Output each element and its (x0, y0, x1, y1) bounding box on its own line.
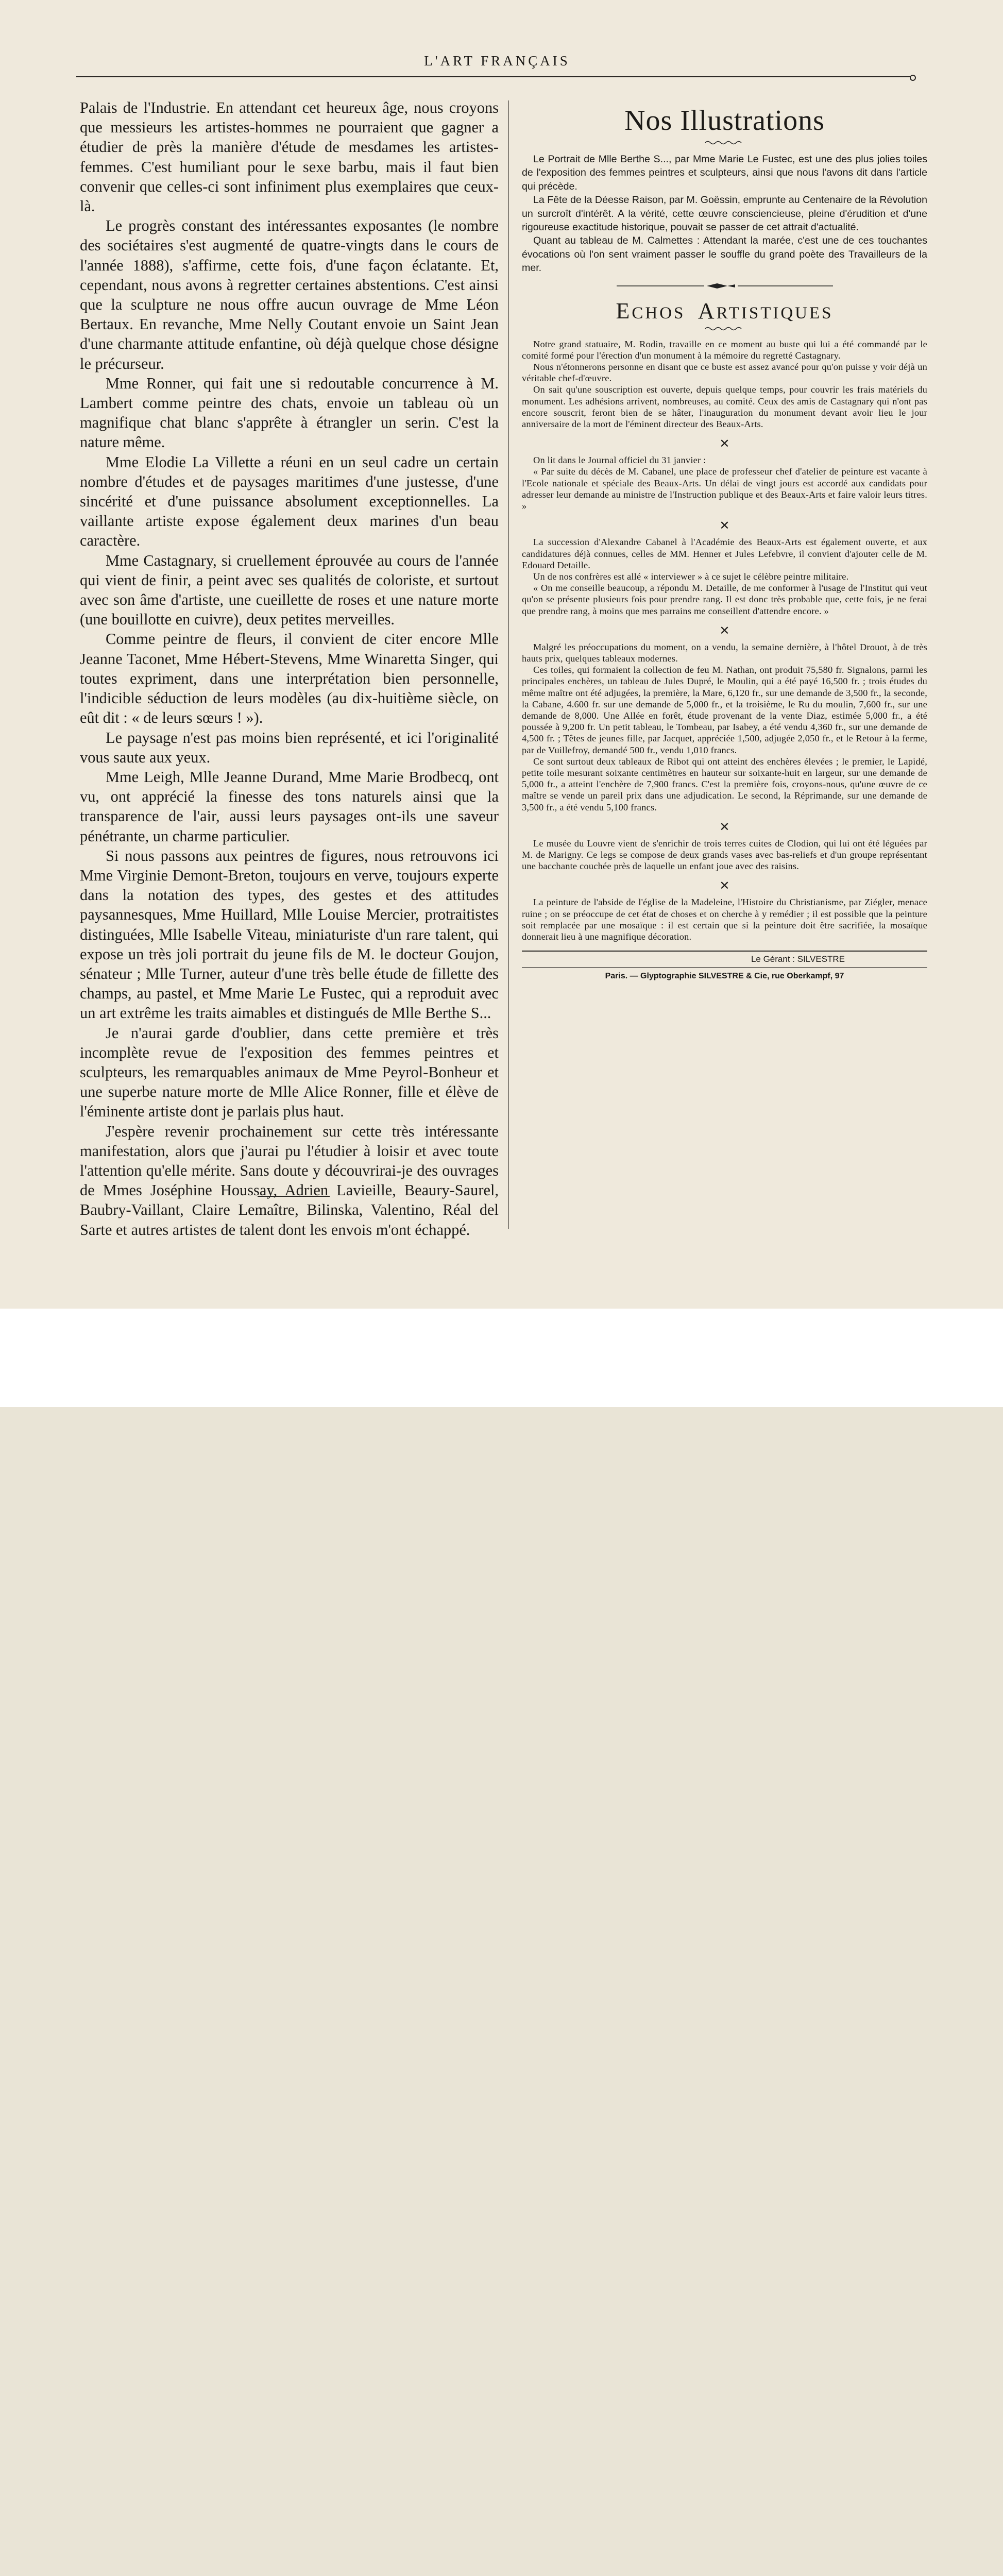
column-divider (508, 100, 509, 1229)
news-paragraph: Notre grand statuaire, M. Rodin, travaille en ce moment au buste qui lui a été commandé par le comité formé pour l'érection d'un monument à la mémoire du regretté Castagnary. (522, 338, 927, 361)
news-paragraph: La peinture de l'abside de l'église de la Madeleine, l'Histoire du Christianisme, par Ziégler, menace ruine ; on se préoccupe de cet état de choses et on cherche à y remédier ; il est possible que la peinture soit remplacée par une mosaïque : il est certain que si la peinture doit être sacrifiée, la mosaïque donnerait lieu à une magnifique décoration. (522, 897, 927, 942)
printer-line: Paris. — Glyptographie SILVESTRE & Cie, rue Oberkampf, 97 (605, 972, 844, 981)
news-paragraph: La succession d'Alexandre Cabanel à l'Académie des Beaux-Arts est également ouverte, et aux candidatures déjà connues, celles de MM. Henner et Jules Lefebvre, il convient d'ajouter celle de M. Edouard Detaille. (522, 537, 927, 570)
news-item (522, 536, 927, 616)
news-paragraph: Le musée du Louvre vient de s'enrichir de trois terres cuites de Clodion, qui lui ont été léguées par M. de Marigny. Ce legs se compose de deux grands vases avec bas-reliefs et d'un groupe représentant une bacchante couchée près de laquelle un enfant joue avec des raisins. (522, 838, 927, 872)
article-paragraph: Mme Leigh, Mlle Jeanne Durand, Mme Marie Brodbecq, ont vu, ont apprécié la finesse des tons naturels ainsi que la transparence de l'air, aussi leurs paysages ont-ils une saveur pénétrante, un charme particulier. (80, 768, 499, 845)
illustrations-text (522, 152, 927, 275)
news-paragraph: Ces toiles, qui formaient la collection de feu M. Nathan, ont produit 75,580 fr. Signalons, parmi les principales enchères, un tableau de Jules Dupré, le Moulin, qui a été payé 16,500 fr. ; trois études du même maître ont été adjugées, la première, la Mare, 6,120 fr., sur une demande de 3,500 fr., la seconde, la Cabane, 4.600 fr. sur une demande de 5,000 fr., et la troisième, le Ru du moulin, 7,600 fr., sur une demande de 8,000. Une Allée en forêt, étude provenant de la vente Diaz, estimée 5,000 fr., a été poussée à 9,200 fr. Un petit tableau, le Tombeau, par Isabey, a été vendu 4,360 fr., sur une demande de 4,500 fr. ; Têtes de jeunes fille, par Jacquet, appréciée 1,500, adjugée 2,050 fr., et le Retour à la ferme, par de Vuillefroy, demandé 500 fr., vendu 1,010 francs. (522, 665, 927, 755)
article-right-column (522, 98, 927, 982)
article-paragraph: Le progrès constant des intéressantes exposantes (le nombre des sociétaires s'est augmenté de quatre-vingts dans le cours de l'année 1888), s'affirme, cette fois, d'une façon éclatante. Et, cependant, nous avons à regretter certaines abstentions. C'est ainsi que la sculpture ne nous offre aucun ouvrage de Mme Léon Bertaux. En revanche, Mme Nelly Coutant envoie un Saint Jean d'une charmante attitude enfantine, où déjà quelque chose désigne le précurseur. (80, 217, 499, 372)
news-separator: ✕ (719, 878, 730, 893)
news-paragraph: On lit dans le Journal officiel du 31 janvier : (533, 455, 706, 466)
article-left-column (80, 98, 499, 1240)
artistiques-initial: A (698, 298, 717, 324)
article-paragraph: Si nous passons aux peintres de figures, nous retrouvons ici Mme Virginie Demont-Breton, toujours en verve, toujours experte dans la notation des types, des gestes et des attitudes paysannesques, Mme Huillard, Mlle Louise Mercier, protraitistes distinguées, Mlle Isabelle Viteau, miniaturiste d'un rare talent, qui expose un très joli portrait du jeune fils de M. le docteur Goujon, sénateur ; Mlle Turner, auteur d'une très belle étude de fillette des champs, au pastel, et Mme Marie Le Fustec, qui a reproduit avec un art extrême les traits aimables et distingués de Mlle Berthe S... (80, 846, 499, 1022)
news-paragraph: On sait qu'une souscription est ouverte, depuis quelque temps, pour couvrir les frais matériels du monument. Les adhésions arrivent, nombreuses, au comité. Ceux des amis de Castagnary qui n'ont pas encore souscrit, feront bien de se hâter, l'inauguration du monument devant avoir lieu le jour anniversaire de la mort de l'éminent directeur des Beaux-Arts. (522, 384, 927, 430)
news-item (522, 454, 927, 512)
news-separator: ✕ (719, 436, 730, 451)
wave-ornament (704, 140, 745, 145)
header-rule (76, 76, 913, 77)
news-separator: ✕ (719, 518, 730, 533)
news-paragraph: Ce sont surtout deux tableaux de Ribot qui ont atteint des enchères élevées ; le premier, le Lapidé, petite toile mesurant soixante centimètres en hauteur sur soixante-huit en largeur, sur une demande de 5,000 fr., a atteint l'enchère de 7,900 francs. C'est la première fois, croyons-nous, qu'une œuvre de ce maître se vende un pareil prix dans une adjudication. Le second, la Réprimande, sur une demande de 3,500 fr., a été vendu 5,100 francs. (522, 756, 927, 812)
illustrations-heading: Nos Illustrations (624, 105, 825, 137)
wave-ornament (704, 326, 745, 331)
gerant-line: Le Gérant : SILVESTRE (751, 954, 845, 964)
illustration-paragraph: Le Portrait de Mlle Berthe S..., par Mme Marie Le Fustec, est une des plus jolies toiles de l'exposition des femmes peintres et sculpteurs, ainsi que nous l'avons dit dans l'article qui précède. (522, 154, 927, 192)
article-paragraph: Comme peintre de fleurs, il convient de citer encore Mlle Jeanne Taconet, Mme Hébert-Stevens, Mme Winaretta Singer, qui toutes expriment, dans une interprétation bien personnelle, l'indicible séduction de leurs modèles (au dix-huitième siècle, on eût dit : « de leurs sœurs ! »). (80, 630, 499, 727)
news-paragraph: « Par suite du décès de M. Cabanel, une place de professeur chef d'atelier de peinture est vacante à l'Ecole nationale et spéciale des Beaux-Arts. Un délai de vingt jours est accordé aux candidats pour adresser leur demande au ministre de l'Instruction publique et des Beaux-Arts et faire valoir leurs titres. » (522, 466, 927, 512)
artistiques-word: RTISTIQUES (716, 303, 834, 323)
section-ornament (617, 282, 833, 290)
echos-news-items (522, 338, 927, 943)
echos-initial: E (616, 298, 632, 324)
article-paragraph: Mme Ronner, qui fait une si redoutable concurrence à M. Lambert comme peintre des chats, envoie un tableau où un magnifique chat blanc s'apprête à étrangler un serin. C'est la nature même. (80, 374, 499, 451)
running-header: L'ART FRANÇAIS (424, 53, 570, 69)
news-item (522, 641, 927, 813)
news-paragraph: Malgré les préoccupations du moment, on a vendu, la semaine dernière, à l'hôtel Drouot, à de très hauts prix, quelques tableaux modernes. (522, 641, 927, 664)
article-paragraph: Palais de l'Industrie. En attendant cet heureux âge, nous croyons que messieurs les artistes-hommes ne pourraient que gagner a étudier de près la manière d'étude de mesdames les artistes-femmes. C'est humiliant pour le sexe barbu, mais il faut bien convenir que celles-ci sont infiniment plus exemplaires que ceux-là. (80, 99, 499, 215)
news-item (522, 338, 927, 430)
news-paragraph: « On me conseille beaucoup, a répondu M. Detaille, de me conformer à l'usage de l'Institut qui veut qu'on se présente plusieurs fois pour prendre rang. Il est donc très probable que, cette fois, je ne ferai que prendre rang, à moins que mes parrains me conseillent d'attendre encore. » (522, 583, 927, 616)
illustration-paragraph: Quant au tableau de M. Calmettes : Attendant la marée, c'est une de ces touchantes évocations où l'on sent vraiment passer le souffle du grand poète des Travailleurs de la mer. (522, 235, 927, 274)
news-item (522, 838, 927, 872)
article-paragraph: J'espère revenir prochainement sur cette très intéressante manifestation, alors que j'aurai pu l'étudier à loisir et avec toute l'attention qu'elle mérite. Sans doute y découvrirai-je des ouvrages de Mmes Joséphine Houssay, Adrien Lavieille, Beaury-Saurel, Baubry-Vaillant, Claire Lemaître, Bilinska, Valentino, Réal del Sarte et autres artistes de talent dont les envois m'ont échappé. (80, 1122, 499, 1239)
colophon-rule (522, 951, 927, 952)
news-paragraph: Un de nos confrères est allé « interviewer » à ce sujet le célèbre peintre militaire. (533, 571, 849, 582)
news-item (522, 896, 927, 942)
news-separator: ✕ (719, 623, 730, 638)
digital-library-footer (0, 1309, 1003, 1407)
colophon-rule (522, 967, 927, 968)
article-paragraph: Je n'aurai garde d'oublier, dans cette première et très incomplète revue de l'exposition des femmes peintres et sculpteurs, les remarquables animaux de Mme Peyrol-Bonheur et une superbe nature morte de Mlle Alice Ronner, fille et élève de l'éminente artiste dont je parlais plus haut. (80, 1024, 499, 1121)
article-paragraph: Mme Elodie La Villette a réuni en un seul cadre un certain nombre d'études et de paysages maritimes d'une justesse, d'une sincérité et d'une puissance absolument exceptionnelles. La vaillante artiste expose également deux marines d'un beau caractère. (80, 453, 499, 550)
article-end-rule (258, 1196, 330, 1197)
echos-heading (522, 298, 927, 324)
news-paragraph: Nous n'étonnerons personne en disant que ce buste est assez avancé pour qu'on puisse y voir déjà un véritable chef-d'œuvre. (522, 362, 927, 384)
article-paragraph: Le paysage n'est pas moins bien représenté, et ici l'originalité vous saute aux yeux. (80, 728, 499, 766)
news-separator: ✕ (719, 819, 730, 834)
article-paragraph: Mme Castagnary, si cruellement éprouvée au cours de l'année qui vient de finir, a peint avec ses qualités de coloriste, et surtout avec son âme d'artiste, une cueillette de roses et une nature morte (une bouillotte en cuivre), deux petites merveilles. (80, 551, 499, 629)
illustration-paragraph: La Fête de la Déesse Raison, par M. Goëssin, emprunte au Centenaire de la Révolution un surcroît d'intérêt. A la vérité, cette œuvre consciencieuse, pleine d'érudition et d'une rigoureuse exactitude historique, pouvait se passer de cet attrait d'actualité. (522, 194, 927, 233)
echos-word: CHOS (632, 303, 686, 323)
